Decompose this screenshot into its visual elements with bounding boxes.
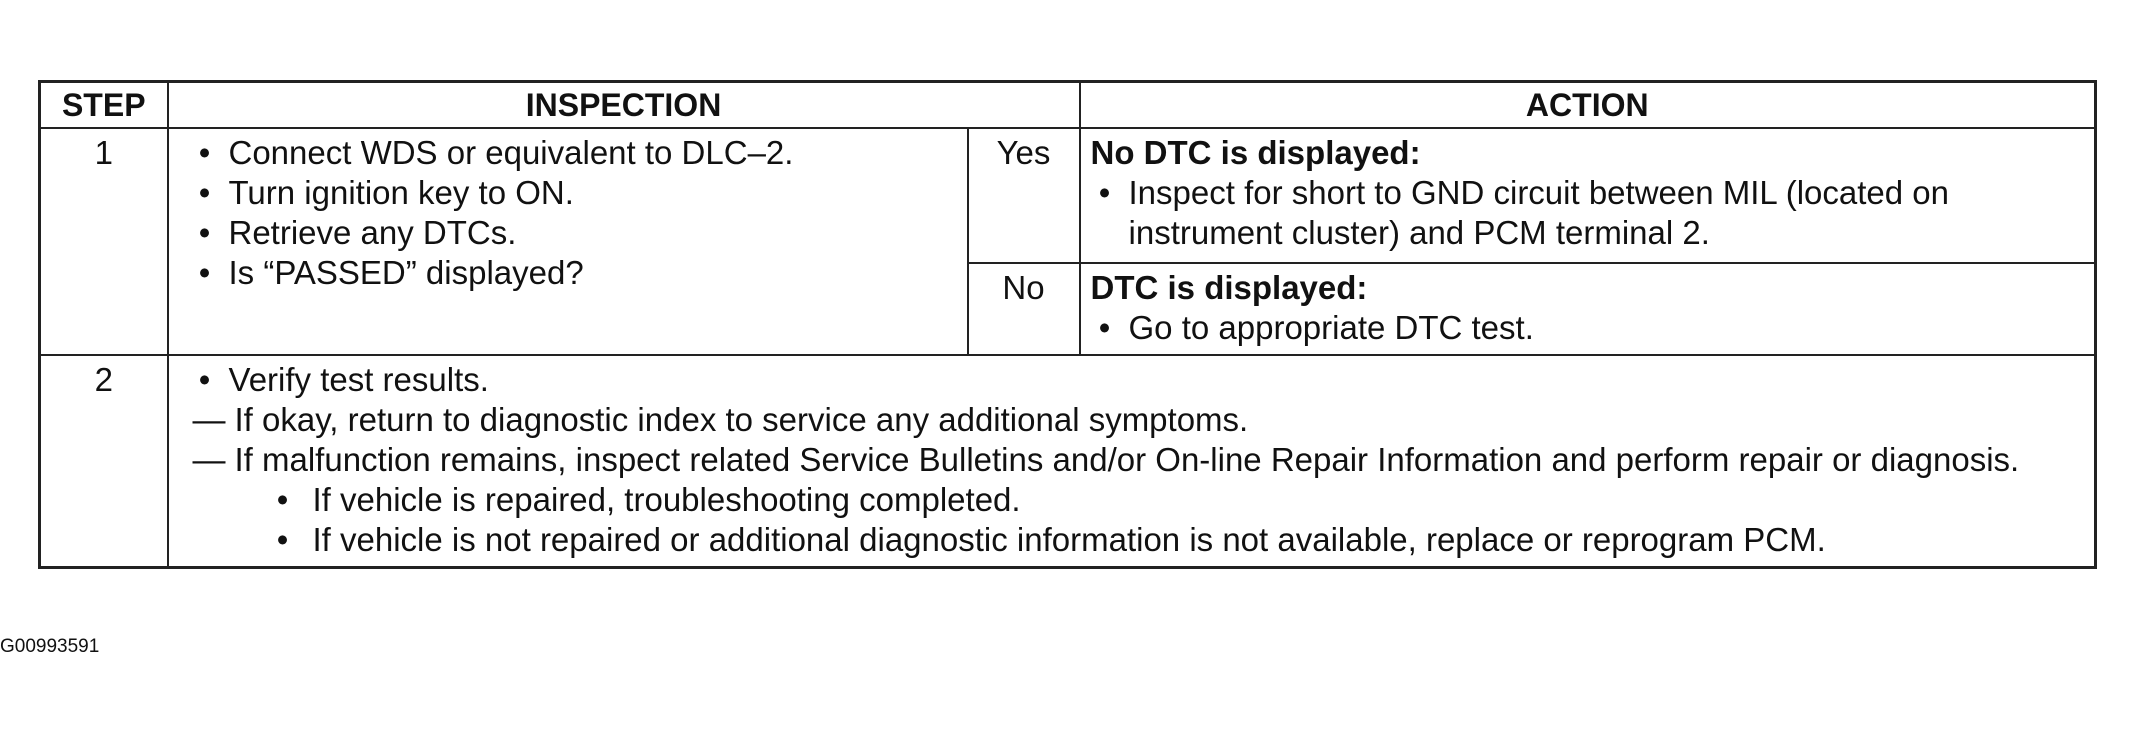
diagnostic-table — [38, 80, 2097, 569]
bullet-icon: • — [198, 254, 211, 291]
step-1-no-label: No — [968, 263, 1080, 355]
step-1-no-list — [1091, 308, 2086, 348]
list-item: • Inspect for short to GND circuit between MIL (located on instrument cluster) and PCM terminal 2. — [1091, 173, 2086, 253]
bullet-icon: • — [1098, 309, 1111, 346]
step-1-inspection — [168, 128, 968, 355]
bullet-icon: • — [198, 214, 211, 251]
step-1-number: 1 — [40, 128, 168, 355]
step-1-yes-heading: No DTC is displayed: — [1090, 134, 1421, 171]
dash-icon: — — [192, 401, 226, 438]
list-item: • Connect WDS or equivalent to DLC–2. — [191, 133, 959, 173]
step-2-dash-item: — If malfunction remains, inspect related Service Bulletins and/or On-line Repair Information and perform repair or diagnosis. — [192, 441, 2020, 478]
bullet-icon: • — [198, 174, 211, 211]
step-2-number: 2 — [40, 355, 168, 568]
header-action: ACTION — [1080, 82, 2096, 129]
list-item: • Retrieve any DTCs. — [191, 213, 959, 253]
step-1-yes-list — [1091, 173, 2086, 253]
bullet-icon: • — [1098, 174, 1111, 211]
step-1-no-action — [1080, 263, 2096, 355]
step-2-inspection — [168, 355, 2096, 568]
step-2-sub-list — [191, 480, 2087, 560]
list-item: • If vehicle is repaired, troubleshooting completed. — [271, 480, 2087, 520]
step-1-inspection-list — [191, 133, 959, 293]
step-2-row — [40, 355, 2096, 568]
step-2-dash-item: — If okay, return to diagnostic index to service any additional symptoms. — [192, 401, 1249, 438]
step-1-yes-row — [40, 128, 2096, 263]
figure-id: G00993591 — [0, 636, 100, 657]
list-item: • Verify test results. — [191, 360, 2087, 400]
list-item: • Go to appropriate DTC test. — [1091, 308, 2086, 348]
step-1-no-heading: DTC is displayed: — [1090, 269, 1368, 306]
list-item: • Is “PASSED” displayed? — [191, 253, 959, 293]
bullet-icon: • — [198, 361, 211, 398]
bullet-icon: • — [276, 521, 289, 558]
list-item: • Turn ignition key to ON. — [191, 173, 959, 213]
header-step: STEP — [40, 82, 168, 129]
list-item: • If vehicle is not repaired or additional diagnostic information is not available, replace or reprogram PCM. — [271, 520, 2087, 560]
dash-icon: — — [192, 441, 226, 478]
step-1-yes-action — [1080, 128, 2096, 263]
header-inspection: INSPECTION — [168, 82, 1080, 129]
bullet-icon: • — [198, 134, 211, 171]
header-row — [40, 82, 2096, 129]
step-2-list — [191, 360, 2087, 400]
bullet-icon: • — [276, 481, 289, 518]
step-1-yes-label: Yes — [968, 128, 1080, 263]
